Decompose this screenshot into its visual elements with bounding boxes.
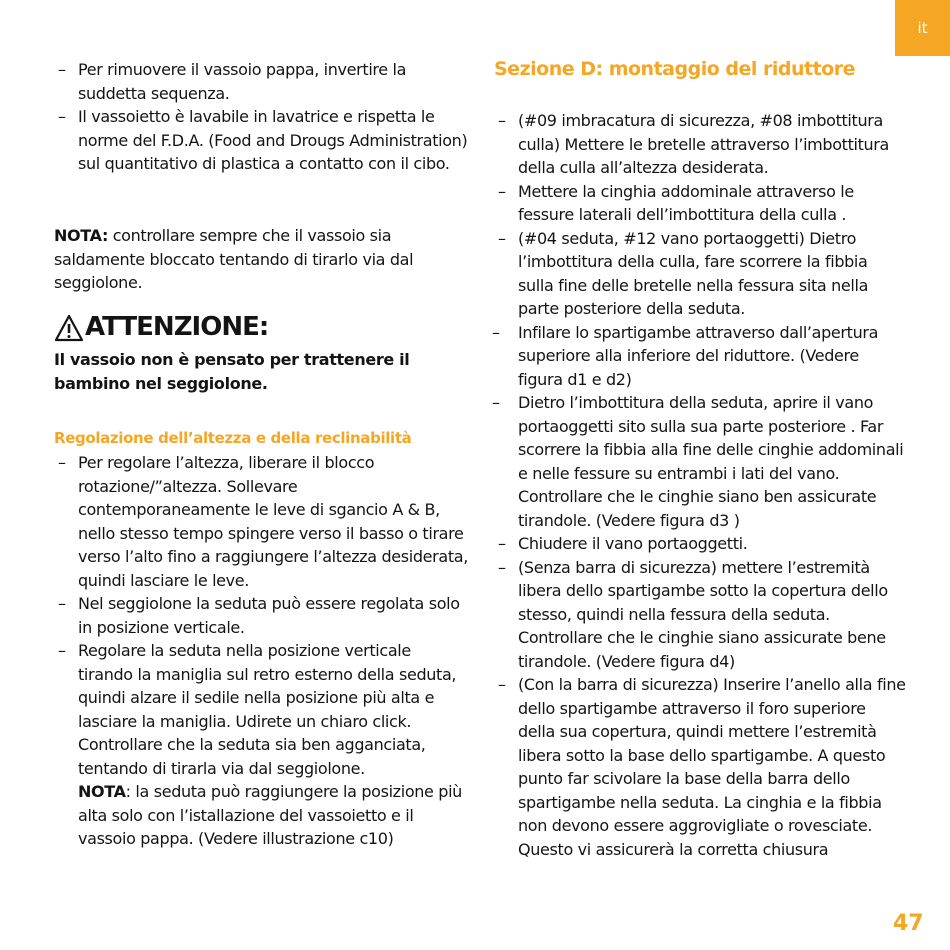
list-item xyxy=(494,180,906,227)
warning-block xyxy=(54,312,464,395)
list-item xyxy=(54,58,469,105)
list-item xyxy=(54,451,469,592)
dash-bullet: – xyxy=(58,594,66,613)
list-item-text: Infilare lo spartigambe attraverso dall’apertura superiore alla inferiore del riduttore. (Vedere figura d1 e d2) xyxy=(518,322,879,389)
dash-bullet: – xyxy=(58,641,66,660)
list-item xyxy=(494,391,906,532)
list-item xyxy=(54,592,469,639)
language-tab-label: it xyxy=(917,19,928,37)
note-text: : la seduta può raggiungere la posizione più alta solo con l’istallazione del vassoietto e il vassoio pappa. (Vedere illustrazione c10) xyxy=(78,782,462,848)
list-item-text: Dietro l’imbottitura della seduta, aprire il vano portaoggetti sito sulla sua parte posteriore . Far scorrere la fibbia alla fine delle cinghie addominali e nelle fessure su entrambi i lati del vano. Controllare che le cinghie siano ben assicurate tirandole. (Vedere figura d3 ) xyxy=(518,393,904,530)
page-number: 47 xyxy=(893,911,924,936)
note-label: NOTA: xyxy=(54,226,108,245)
warning-title xyxy=(54,312,464,342)
list-item xyxy=(494,556,906,674)
dash-bullet: – xyxy=(498,111,506,130)
note-paragraph xyxy=(54,224,454,295)
section-heading: Sezione D: montaggio del riduttore xyxy=(494,58,855,80)
list-item-text: Regolare la seduta nella posizione verticale tirando la maniglia sul retro esterno della seduta, quindi alzare il sedile nella posizione più alta e lasciare la maniglia. Udirete un chiaro click. Controllare che la seduta sia ben agganciata, tentando di tirarla via dal seggiolone. xyxy=(78,641,457,778)
dash-bullet: – xyxy=(492,393,500,412)
dash-bullet: – xyxy=(58,453,66,472)
dash-bullet: – xyxy=(498,181,506,201)
note-paragraph xyxy=(54,780,469,851)
assembly-list xyxy=(494,109,906,861)
list-item-text: Nel seggiolone la seduta può essere regolata solo in posizione verticale. xyxy=(78,594,460,637)
dash-bullet: – xyxy=(498,534,506,553)
list-item-text: (Con la barra di sicurezza) Inserire l’anello alla fine dello spartigambe attraverso il foro superiore della sua copertura, quindi mettere l’estremità libera sotto la base dello spartigambe. A questo punto far scivolare la base della barra dello spartigambe nella seduta. La cinghia e la fibbia non devono essere aggrovigliate o rovesciate. Questo vi assicurerà la corretta chiusura xyxy=(518,675,906,859)
note-text: controllare sempre che il vassoio sia saldamente bloccato tentando di tirarlo via dal seggiolone. xyxy=(54,226,414,292)
language-tab xyxy=(895,0,950,56)
list-item-text: Chiudere il vano portaoggetti. xyxy=(518,534,748,553)
warning-title-text: ATTENZIONE: xyxy=(85,312,269,342)
list-item xyxy=(494,227,906,321)
list-item xyxy=(494,109,906,180)
list-item-text: Per rimuovere il vassoio pappa, invertire la suddetta sequenza. xyxy=(78,60,407,103)
warning-triangle-icon xyxy=(54,314,84,342)
dash-bullet: – xyxy=(498,557,506,577)
list-item-text: (#09 imbracatura di sicurezza, #08 imbottitura culla) Mettere le bretelle attraverso l’imbottitura della culla all’altezza desiderata. xyxy=(518,111,889,177)
list-item xyxy=(494,532,906,556)
list-item-text: (#04 seduta, #12 vano portaoggetti) Dietro l’imbottitura della culla, fare scorrere la fibbia sulla fine delle bretelle nella fessura sita nella parte posteriore della seduta. xyxy=(518,228,869,318)
list-item-text: Per regolare l’altezza, liberare il blocco rotazione/”altezza. Sollevare contemporaneamente le leve di sgancio A & B, nello stesso tempo spingere verso il basso o tirare verso l’alto fino a raggiungere l’altezza desiderata, quindi lasciare le leve. xyxy=(78,453,468,590)
dash-bullet: – xyxy=(498,675,506,694)
intro-list xyxy=(54,58,469,176)
list-item-text: Mettere la cinghia addominale attraverso le fessure laterali dell’imbottitura della culla . xyxy=(518,181,854,224)
dash-bullet: – xyxy=(498,228,506,248)
list-item-text: (Senza barra di sicurezza) mettere l’estremità libera dello spartigambe sotto la copertura dello stesso, quindi nella fessura della seduta. Controllare che le cinghie siano assicurate bene tirandole. (Vedere figura d4) xyxy=(518,557,888,671)
adjustment-list xyxy=(54,451,469,851)
list-item xyxy=(494,673,906,861)
list-item-text: Il vassoietto è lavabile in lavatrice e rispetta le norme del F.D.A. (Food and Drougs Administration) sul quantitativo di plastica a contatto con il cibo. xyxy=(78,107,468,173)
dash-bullet: – xyxy=(492,322,500,342)
list-item xyxy=(54,105,469,176)
section-heading: Regolazione dell’altezza e della reclinabilità xyxy=(54,429,412,447)
note-label: NOTA xyxy=(78,782,126,801)
list-item xyxy=(54,639,469,780)
list-item xyxy=(494,321,906,392)
warning-text: Il vassoio non è pensato per trattenere il bambino nel seggiolone. xyxy=(54,350,410,393)
dash-bullet: – xyxy=(58,107,66,126)
dash-bullet: – xyxy=(58,60,66,79)
